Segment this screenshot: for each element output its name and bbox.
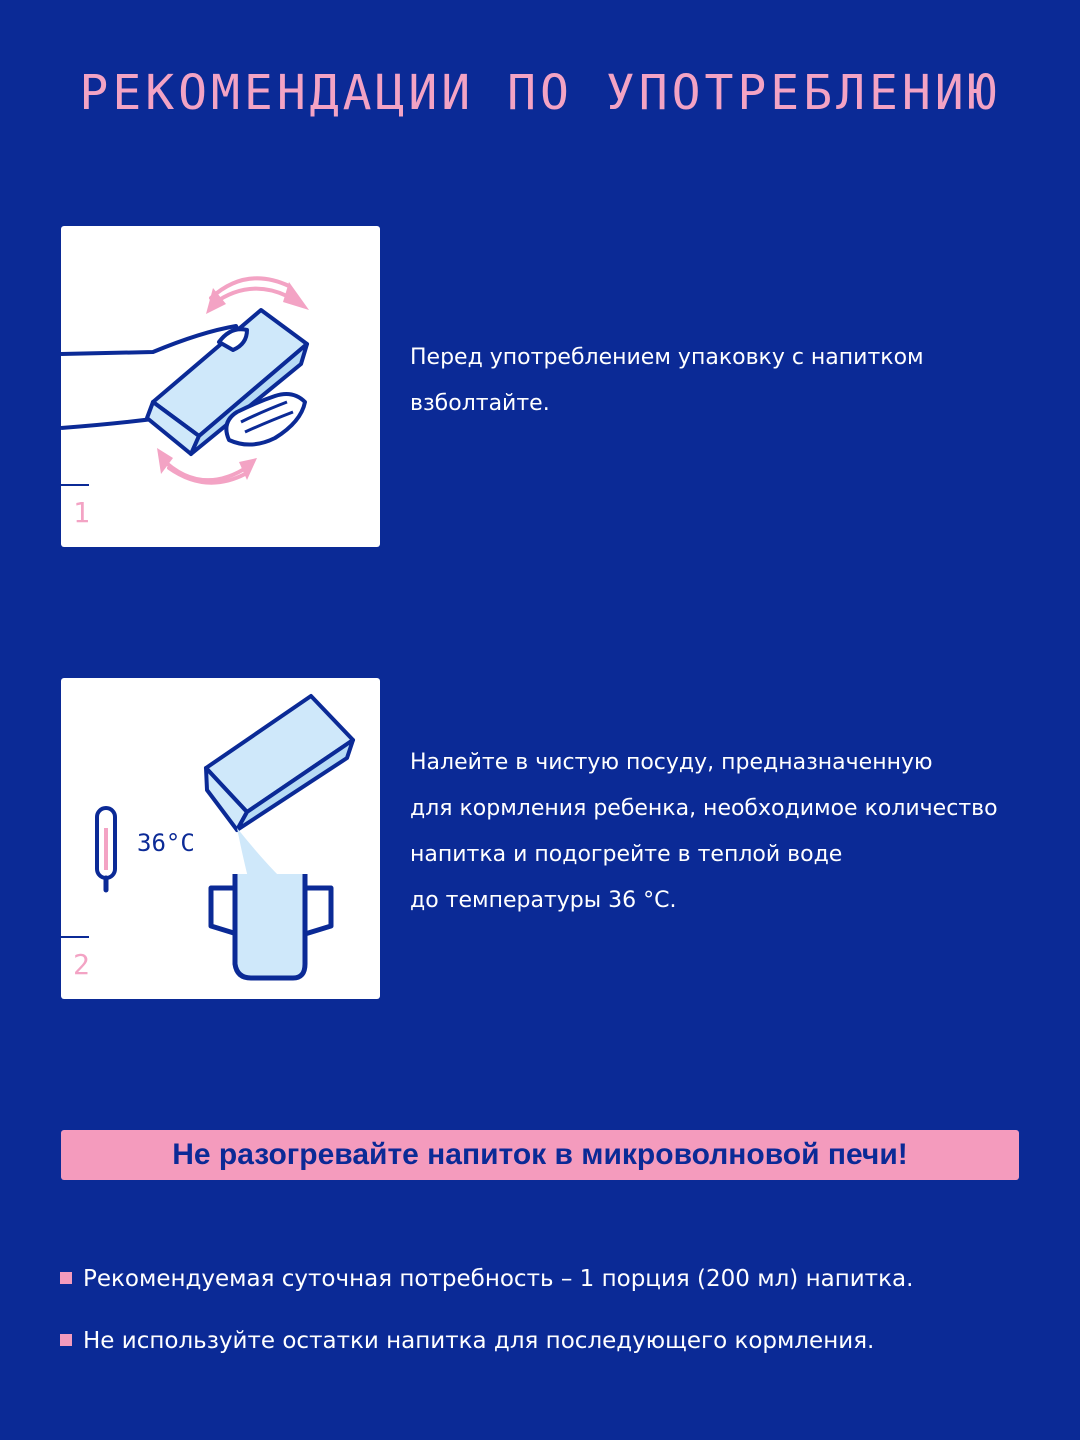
step-2-line: Налейте в чистую посуду, предназначенную bbox=[410, 750, 933, 775]
microwave-warning-banner: Не разогревайте напиток в микроволновой печи! bbox=[61, 1130, 1019, 1180]
square-bullet-icon bbox=[60, 1334, 72, 1346]
step-number-line bbox=[61, 936, 89, 938]
step-2-line: для кормления ребенка, необходимое количество bbox=[410, 796, 998, 821]
step-2-line: до температуры 36 °C. bbox=[410, 888, 677, 913]
step-2-line: напитка и подогрейте в теплой воде bbox=[410, 842, 843, 867]
page-title: РЕКОМЕНДАЦИИ ПО УПОТРЕБЛЕНИЮ bbox=[79, 65, 1001, 121]
step-number: 2 bbox=[73, 948, 90, 981]
shaking-package-icon bbox=[61, 226, 380, 547]
note-text: Рекомендуемая суточная потребность – 1 порция (200 мл) напитка. bbox=[83, 1266, 914, 1292]
step-2-card bbox=[61, 678, 380, 999]
temperature-label: 36°C bbox=[137, 829, 195, 857]
square-bullet-icon bbox=[60, 1272, 72, 1284]
note-text: Не используйте остатки напитка для последующего кормления. bbox=[83, 1328, 875, 1354]
notes-list bbox=[60, 1254, 1040, 1378]
step-number: 1 bbox=[73, 496, 90, 529]
step-2-text bbox=[410, 740, 1050, 924]
list-item bbox=[60, 1316, 1040, 1378]
pouring-drink-icon bbox=[61, 678, 380, 999]
step-1-line: Перед употреблением упаковку с напитком bbox=[410, 345, 924, 370]
list-item bbox=[60, 1254, 1040, 1316]
step-1-text bbox=[410, 335, 1050, 427]
step-number-line bbox=[61, 484, 89, 486]
step-1-line: взболтайте. bbox=[410, 391, 550, 416]
step-1-card bbox=[61, 226, 380, 547]
